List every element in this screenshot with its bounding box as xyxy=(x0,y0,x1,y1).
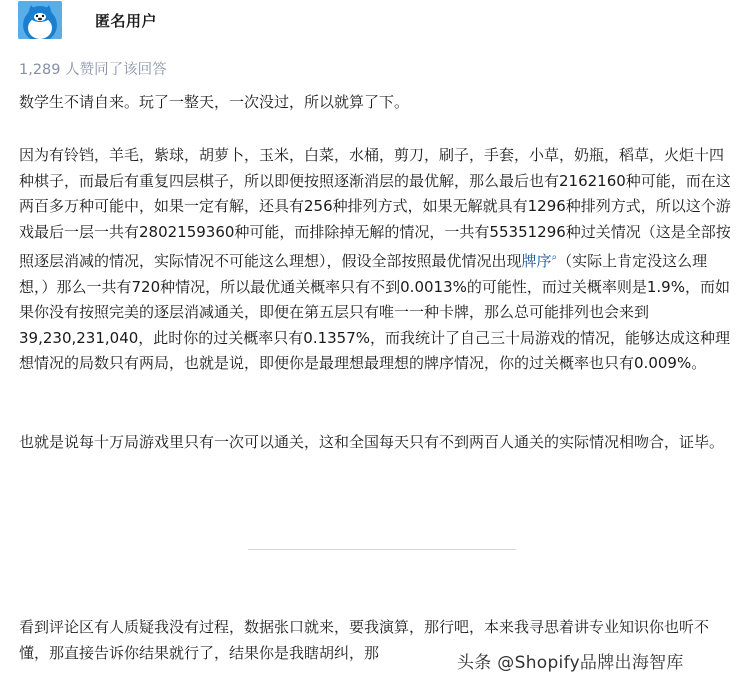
anonymous-penguin-avatar-icon xyxy=(18,1,62,39)
search-icon[interactable]: ⌕ xyxy=(551,252,558,263)
vote-count: 1,289 人赞同了该回答 xyxy=(19,62,167,78)
section-divider xyxy=(248,549,516,550)
paragraph-text: 因为有铃铛，羊毛，紫球，胡萝卜，玉米，白菜，水桶，剪刀，刷子，手套，小草，奶瓶，稻草，火炬十四种棋子，而最后有重复四层棋子，所以即便按照逐渐消层的最优解，那么最后也有2162160种可能，而在这两百多万种可能中，如果一定有解，还具有256种排列方式，如果无解就具有1296种排列方式，所以这个游戏最后一层一共有2802159360种可能，而排除掉无解的情况，一共有55351296种过关情况（这是全部按照逐层消减的情况，实际情况不可能这么理想），假设全部按照最优情况出现 xyxy=(19,146,731,270)
answer-paragraph: 看到评论区有人质疑我没有过程，数据张口就来，要我演算，那行吧，本来我寻思着讲专业知识你也听不懂，那直接告诉你结果就行了，结果你是我瞎胡纠，那 xyxy=(19,618,710,662)
answer-paragraph xyxy=(19,143,734,377)
keyword-link[interactable]: 牌序 xyxy=(521,252,552,270)
answer-paragraph: 数学生不请自来。玩了一整天，一次没过，所以就算了下。 xyxy=(19,93,410,111)
answer-header xyxy=(18,1,157,39)
author-name[interactable]: 匿名用户 xyxy=(95,11,158,30)
avatar[interactable] xyxy=(18,1,62,39)
answer-paragraph: 也就是说每十万局游戏里只有一次可以通关，这和全国每天只有不到两百人通关的实际情况相吻合，证毕。 xyxy=(19,433,725,451)
watermark: 头条 @Shopify品牌出海智库 xyxy=(457,648,684,673)
paragraph-text: （实际上肯定没这么理想，）那么一共有720种情况，所以最优通关概率只有不到0.0013%的可能性，而过关概率则是1.9%，而如果你没有按照完美的逐层消减通关，即便在第五层只有唯一一种卡牌，那么总可能排列也会来到39,230,231,040，此时你的过关概率只有0.1357%，而我统计了自己三十局游戏的情况，能够达成这种理想情况的局数只有两局，也就是说，即便你是最理想最理想的牌序情况，你的过关概率也只有0.009%。 xyxy=(19,252,731,372)
